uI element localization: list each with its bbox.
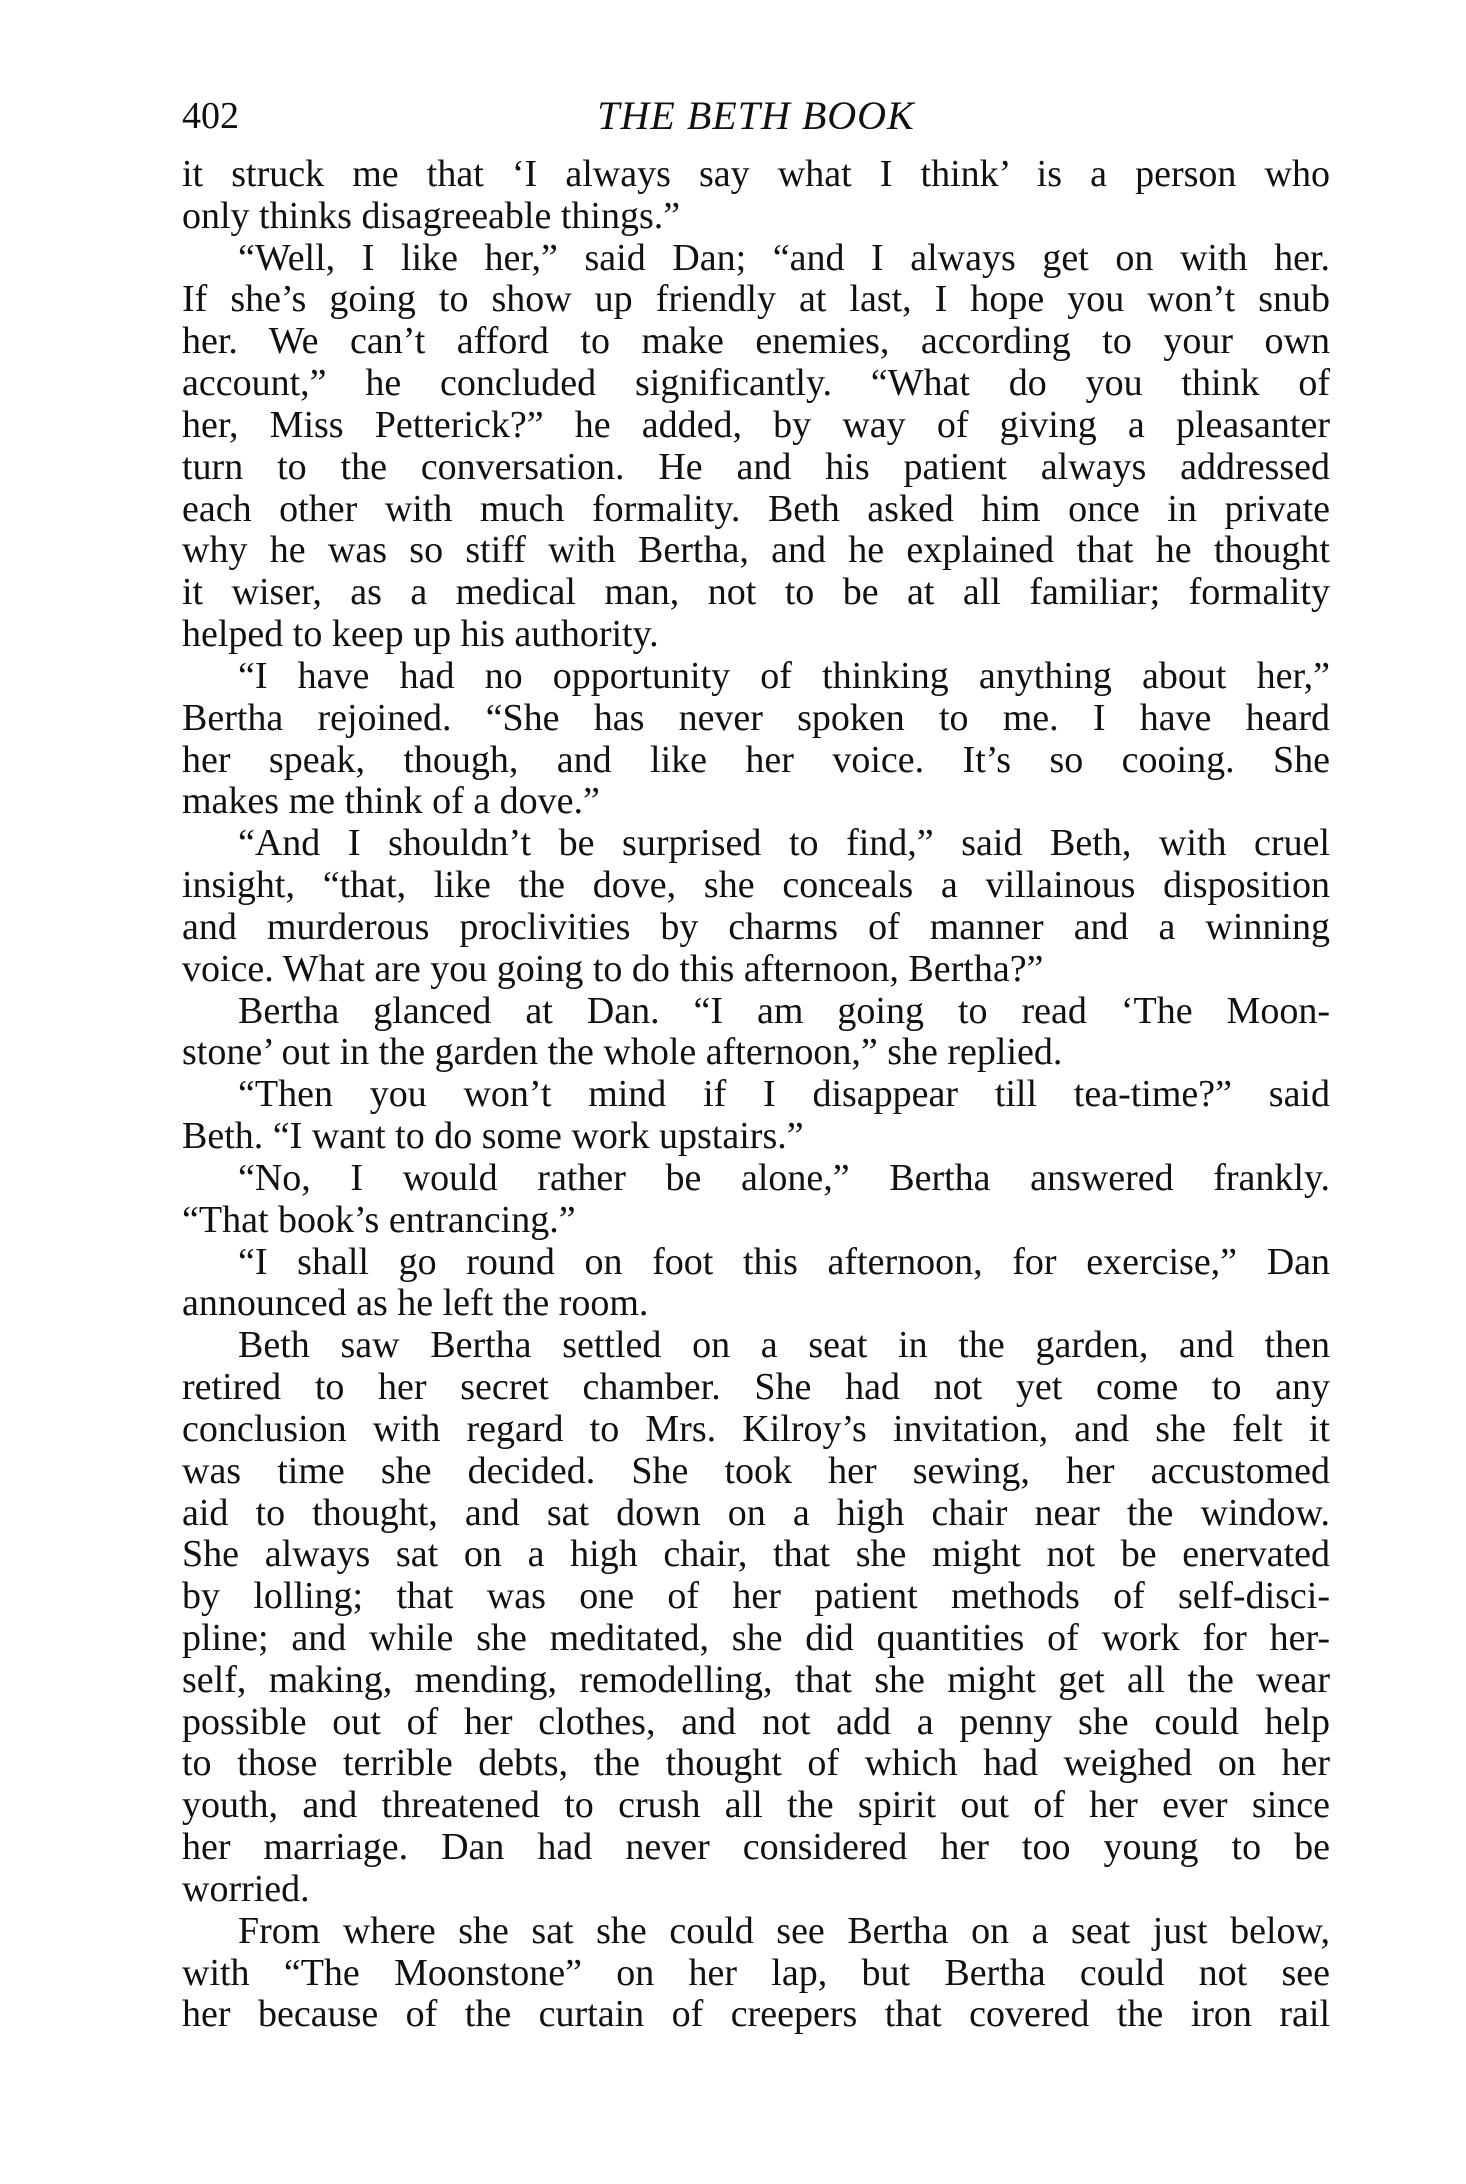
text-line: Beth. “I want to do some work upstairs.” — [182, 1116, 804, 1158]
text-line: conclusion with regard to Mrs. Kilroy’s invitation, and she felt it — [182, 1408, 1330, 1450]
text-line: “That book’s entrancing.” — [182, 1199, 576, 1241]
body-text — [182, 154, 1330, 2036]
text-line: From where she sat she could see Bertha on a seat just below, — [238, 1910, 1330, 1952]
text-line: announced as he left the room. — [182, 1283, 649, 1325]
text-line: helped to keep up his authority. — [182, 614, 659, 656]
text-line: worried. — [182, 1868, 310, 1910]
text-line: stone’ out in the garden the whole afternoon,” she replied. — [182, 1032, 1063, 1074]
text-line: by lolling; that was one of her patient methods of self-disci- — [182, 1576, 1330, 1618]
text-line: insight, “that, like the dove, she conceals a villainous disposition — [182, 865, 1330, 907]
text-line: her. We can’t afford to make enemies, according to your own — [182, 321, 1330, 363]
text-line: it wiser, as a medical man, not to be at all familiar; formality — [182, 572, 1330, 614]
text-line: possible out of her clothes, and not add a penny she could help — [182, 1701, 1330, 1743]
text-line: pline; and while she meditated, she did quantities of work for her- — [182, 1617, 1330, 1659]
text-line: self, making, mending, remodelling, that she might get all the wear — [182, 1659, 1330, 1701]
text-line: “Then you won’t mind if I disappear till tea-time?” said — [238, 1074, 1330, 1116]
text-line: it struck me that ‘I always say what I think’ is a person who — [182, 154, 1330, 195]
text-line: each other with much formality. Beth asked him once in private — [182, 488, 1330, 530]
text-line: to those terrible debts, the thought of which had weighed on her — [182, 1743, 1330, 1785]
text-line: “I shall go round on foot this afternoon, for exercise,” Dan — [238, 1241, 1330, 1283]
running-head — [182, 86, 1330, 146]
text-line: aid to thought, and sat down on a high chair near the window. — [182, 1492, 1330, 1534]
text-line: her, Miss Petterick?” he added, by way of giving a pleasanter — [182, 404, 1330, 446]
text-line: turn to the conversation. He and his patient always addressed — [182, 446, 1330, 488]
text-line: Bertha glanced at Dan. “I am going to read ‘The Moon- — [238, 990, 1330, 1032]
text-line: If she’s going to show up friendly at last, I hope you won’t snub — [182, 279, 1330, 321]
text-line: “And I shouldn’t be surprised to find,” said Beth, with cruel — [238, 823, 1330, 865]
text-line: makes me think of a dove.” — [182, 781, 600, 823]
page-number: 402 — [182, 95, 239, 137]
text-line: her because of the curtain of creepers that covered the iron rail — [182, 1994, 1330, 2036]
text-line: Bertha rejoined. “She has never spoken to me. I have heard — [182, 697, 1330, 739]
text-line: was time she decided. She took her sewing, her accustomed — [182, 1450, 1330, 1492]
running-title: THE BETH BOOK — [597, 93, 915, 138]
text-line: her marriage. Dan had never considered her too young to be — [182, 1827, 1330, 1869]
text-line: “I have had no opportunity of thinking anything about her,” — [238, 655, 1330, 697]
text-line: her speak, though, and like her voice. It’s so cooing. She — [182, 739, 1330, 781]
text-line: Beth saw Bertha settled on a seat in the garden, and then — [238, 1325, 1330, 1367]
text-line: only thinks disagreeable things.” — [182, 195, 681, 237]
text-line: with “The Moonstone” on her lap, but Bertha could not see — [182, 1952, 1330, 1994]
text-line: voice. What are you going to do this afternoon, Bertha?” — [182, 948, 1044, 990]
text-line: account,” he concluded significantly. “What do you think of — [182, 363, 1330, 405]
text-line: She always sat on a high chair, that she might not be enervated — [182, 1534, 1330, 1576]
text-line: youth, and threatened to crush all the spirit out of her ever since — [182, 1785, 1330, 1827]
text-line: why he was so stiff with Bertha, and he explained that he thought — [182, 530, 1330, 572]
text-line: and murderous proclivities by charms of manner and a winning — [182, 906, 1330, 948]
text-line: “Well, I like her,” said Dan; “and I always get on with her. — [238, 237, 1330, 279]
text-line: “No, I would rather be alone,” Bertha answered frankly. — [238, 1157, 1330, 1199]
text-line: retired to her secret chamber. She had not yet come to any — [182, 1367, 1330, 1409]
